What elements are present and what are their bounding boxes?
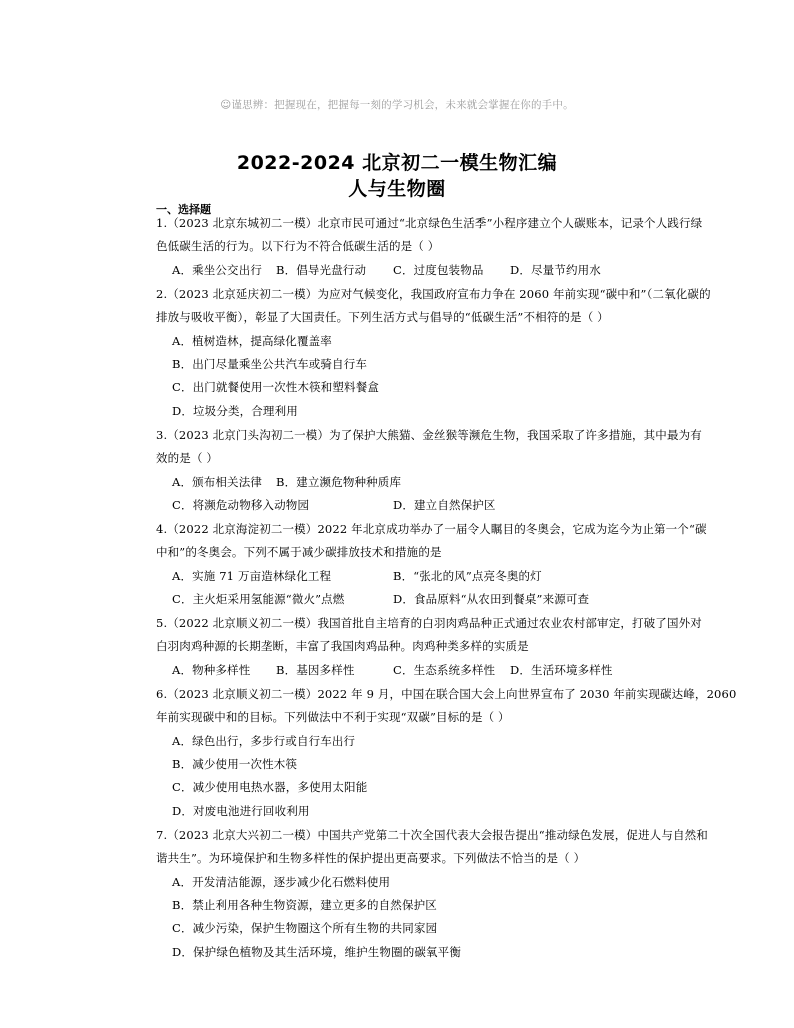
question-6-stem-line-2: 年前实现碳中和的目标。下列做法中不利于实现“双碳”目标的是（ ） [156, 710, 510, 724]
question-5-option-a: A．物种多样性 [172, 663, 251, 677]
question-5-stem-line-2: 白羽肉鸡种源的长期垄断，丰富了我国肉鸡品种。肉鸡种类多样的实质是 [156, 639, 529, 653]
question-6-stem-line-1: 6.（2023 北京顺义初二一模）2022 年 9 月，中国在联合国大会上向世界宣布了 2030 年前实现碳达峰，2060 [156, 687, 737, 701]
question-7-stem-line-1: 7.（2023 北京大兴初二一模）中国共产党第二十次全国代表大会报告提出“推动绿色发展，促进人与自然和 [156, 828, 708, 842]
question-3-option-c: C．将濒危动物移入动物园 [172, 498, 310, 512]
question-7-option-d: D．保护绿色植物及其生活环境，维护生物圈的碳氧平衡 [172, 945, 461, 959]
section-heading: 一、选择题 [156, 203, 211, 216]
question-5-stem-line-1: 5.（2022 北京顺义初二一模）我国首批自主培育的白羽肉鸡品种正式通过农业农村部审定，打破了国外对 [156, 616, 702, 630]
question-3-option-d: D．建立自然保护区 [393, 498, 496, 512]
question-1-option-a: A．乘坐公交出行 [172, 263, 263, 277]
question-7-stem-line-2: 谐共生”。为环境保护和生物多样性的保护提出更高要求。下列做法不恰当的是（ ） [156, 851, 586, 865]
question-1-stem-line-1: 1.（2023 北京东城初二一模）北京市民可通过“北京绿色生活季”小程序建立个人碳账本，记录个人践行绿 [156, 216, 703, 230]
question-5-option-b: B．基因多样性 [276, 663, 355, 677]
question-7-option-a: A．开发清洁能源，逐步减少化石燃料使用 [172, 875, 391, 889]
question-4-option-d: D．食品原料“从农田到餐桌”来源可查 [393, 592, 590, 606]
question-6-option-b: B．减少使用一次性木筷 [172, 757, 298, 771]
question-1-option-d: D．尽量节约用水 [510, 263, 601, 277]
question-1-option-c: C．过度包装物品 [393, 263, 484, 277]
question-3-option-b: B．建立濒危物种种质库 [276, 475, 402, 489]
question-6-option-a: A．绿色出行，多步行或自行车出行 [172, 734, 356, 748]
question-4-stem-line-1: 4.（2022 北京海淀初二一模）2022 年北京成功举办了一届令人瞩目的冬奥会，它成为迄今为止第一个“碳 [156, 522, 707, 536]
question-3-stem-line-2: 效的是（ ） [156, 451, 219, 465]
question-7-option-c: C．减少污染，保护生物圈这个所有生物的共同家园 [172, 921, 438, 935]
question-3-stem-line-1: 3.（2023 北京门头沟初二一模）为了保护大熊猫、金丝猴等濒危生物，我国采取了许多措施，其中最为有 [156, 428, 702, 442]
question-2-option-d: D．垃圾分类，合理利用 [172, 404, 298, 418]
document-subtitle: 人与生物圈 [348, 178, 446, 200]
header-motto: ☺谨思辨：把握现在，把握每一刻的学习机会，未来就会掌握在你的手中。 [220, 99, 574, 111]
question-6-option-d: D．对废电池进行回收利用 [172, 804, 310, 818]
question-5-option-c: C．生态系统多样性 [393, 663, 496, 677]
question-4-option-b: B．“张北的风”点亮冬奥的灯 [393, 569, 542, 583]
question-4-stem-line-2: 中和”的冬奥会。下列不属于减少碳排放技术和措施的是 [156, 545, 442, 559]
question-2-option-c: C．出门就餐使用一次性木筷和塑料餐盒 [172, 380, 379, 394]
question-4-option-a: A．实施 71 万亩造林绿化工程 [172, 569, 332, 583]
question-2-option-b: B．出门尽量乘坐公共汽车或骑自行车 [172, 357, 367, 371]
question-7-option-b: B．禁止利用各种生物资源，建立更多的自然保护区 [172, 898, 437, 912]
question-3-option-a: A．颁布相关法律 [172, 475, 263, 489]
question-2-stem-line-1: 2.（2023 北京延庆初二一模）为应对气候变化，我国政府宣布力争在 2060 年前实现“碳中和”（二氧化碳的 [156, 287, 711, 301]
question-4-option-c: C．主火炬采用氢能源“微火”点燃 [172, 592, 345, 606]
question-2-stem-line-2: 排放与吸收平衡），彰显了大国责任。下列生活方式与倡导的“低碳生活”不相符的是（ ） [156, 310, 609, 324]
question-6-option-c: C．减少使用电热水器，多使用太阳能 [172, 780, 368, 794]
question-2-option-a: A．植树造林，提高绿化覆盖率 [172, 334, 332, 348]
question-1-stem-line-2: 色低碳生活的行为。以下行为不符合低碳生活的是（ ） [156, 239, 440, 253]
document-title: 2022-2024 北京初二一模生物汇编 [236, 152, 558, 174]
question-1-option-b: B．倡导光盘行动 [276, 263, 367, 277]
question-5-option-d: D．生活环境多样性 [510, 663, 613, 677]
